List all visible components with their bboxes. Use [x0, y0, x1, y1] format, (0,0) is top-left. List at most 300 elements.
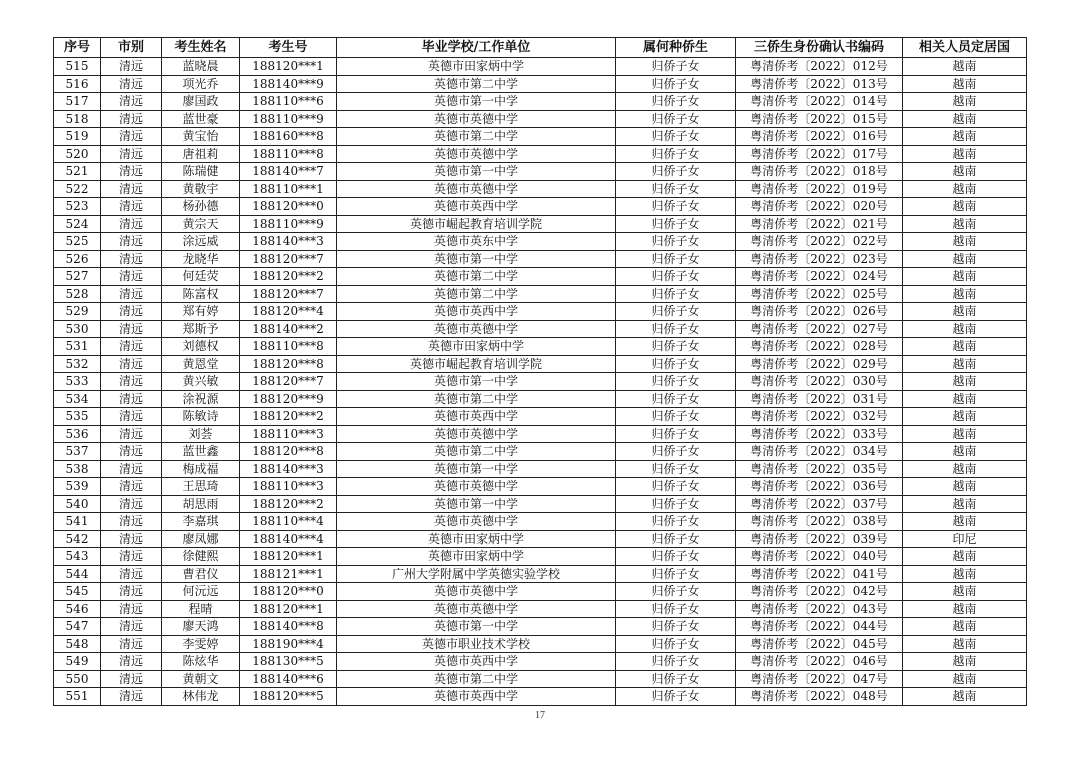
- cell-city: 清远: [101, 285, 162, 303]
- table-row: [54, 425, 1027, 443]
- cell-name: 王思琦: [162, 478, 240, 496]
- cell-index: 549: [54, 653, 101, 671]
- cell-category: 归侨子女: [616, 320, 736, 338]
- header-category: 属何种侨生: [616, 38, 736, 58]
- cell-category: 归侨子女: [616, 373, 736, 391]
- cell-category: 归侨子女: [616, 425, 736, 443]
- cell-residence-country: 越南: [903, 355, 1027, 373]
- cell-exam-number: 188140***9: [240, 75, 337, 93]
- cell-exam-number: 188120***7: [240, 285, 337, 303]
- cell-index: 527: [54, 268, 101, 286]
- cell-name: 徐健熙: [162, 548, 240, 566]
- table-row: [54, 110, 1027, 128]
- cell-index: 519: [54, 128, 101, 146]
- cell-name: 何廷荧: [162, 268, 240, 286]
- cell-name: 黄敬宇: [162, 180, 240, 198]
- cell-school: 英德市第一中学: [337, 93, 616, 111]
- cell-name: 梅成福: [162, 460, 240, 478]
- cell-certificate-code: 粤清侨考〔2022〕033号: [736, 425, 903, 443]
- cell-name: 黄兴敏: [162, 373, 240, 391]
- table-row: [54, 355, 1027, 373]
- cell-certificate-code: 粤清侨考〔2022〕039号: [736, 530, 903, 548]
- cell-certificate-code: 粤清侨考〔2022〕015号: [736, 110, 903, 128]
- cell-exam-number: 188120***2: [240, 268, 337, 286]
- cell-residence-country: 越南: [903, 548, 1027, 566]
- table-row: [54, 583, 1027, 601]
- cell-name: 胡思雨: [162, 495, 240, 513]
- cell-index: 525: [54, 233, 101, 251]
- cell-certificate-code: 粤清侨考〔2022〕027号: [736, 320, 903, 338]
- table-row: [54, 460, 1027, 478]
- cell-exam-number: 188120***2: [240, 408, 337, 426]
- cell-index: 539: [54, 478, 101, 496]
- cell-exam-number: 188120***1: [240, 600, 337, 618]
- cell-city: 清远: [101, 268, 162, 286]
- cell-residence-country: 越南: [903, 75, 1027, 93]
- cell-category: 归侨子女: [616, 303, 736, 321]
- table-row: [54, 93, 1027, 111]
- table-row: [54, 180, 1027, 198]
- cell-exam-number: 188110***8: [240, 338, 337, 356]
- cell-certificate-code: 粤清侨考〔2022〕044号: [736, 618, 903, 636]
- table-row: [54, 128, 1027, 146]
- cell-exam-number: 188140***8: [240, 618, 337, 636]
- cell-exam-number: 188140***3: [240, 233, 337, 251]
- cell-name: 林伟龙: [162, 688, 240, 706]
- cell-index: 516: [54, 75, 101, 93]
- cell-residence-country: 越南: [903, 408, 1027, 426]
- cell-name: 廖天鸿: [162, 618, 240, 636]
- cell-exam-number: 188110***6: [240, 93, 337, 111]
- cell-index: 545: [54, 583, 101, 601]
- cell-school: 英德市第二中学: [337, 443, 616, 461]
- table-row: [54, 320, 1027, 338]
- cell-index: 548: [54, 635, 101, 653]
- cell-residence-country: 越南: [903, 635, 1027, 653]
- cell-residence-country: 越南: [903, 618, 1027, 636]
- cell-school: 英德市英西中学: [337, 198, 616, 216]
- cell-school: 英德市英西中学: [337, 653, 616, 671]
- cell-index: 530: [54, 320, 101, 338]
- cell-city: 清远: [101, 548, 162, 566]
- cell-school: 英德市崛起教育培训学院: [337, 215, 616, 233]
- cell-school: 英德市第一中学: [337, 460, 616, 478]
- cell-residence-country: 越南: [903, 303, 1027, 321]
- cell-index: 533: [54, 373, 101, 391]
- cell-exam-number: 188120***5: [240, 688, 337, 706]
- table-row: [54, 268, 1027, 286]
- cell-school: 英德市英西中学: [337, 408, 616, 426]
- cell-certificate-code: 粤清侨考〔2022〕042号: [736, 583, 903, 601]
- cell-school: 广州大学附属中学英德实验学校: [337, 565, 616, 583]
- table-row: [54, 163, 1027, 181]
- cell-school: 英德市第一中学: [337, 163, 616, 181]
- cell-category: 归侨子女: [616, 600, 736, 618]
- cell-school: 英德市英西中学: [337, 303, 616, 321]
- cell-exam-number: 188140***6: [240, 670, 337, 688]
- cell-name: 何沅远: [162, 583, 240, 601]
- cell-index: 521: [54, 163, 101, 181]
- cell-category: 归侨子女: [616, 233, 736, 251]
- cell-residence-country: 越南: [903, 513, 1027, 531]
- cell-residence-country: 越南: [903, 688, 1027, 706]
- cell-name: 龙晓华: [162, 250, 240, 268]
- overseas-student-table: [53, 37, 1027, 706]
- cell-name: 陈敏诗: [162, 408, 240, 426]
- cell-category: 归侨子女: [616, 460, 736, 478]
- cell-city: 清远: [101, 110, 162, 128]
- cell-exam-number: 188110***3: [240, 478, 337, 496]
- cell-certificate-code: 粤清侨考〔2022〕036号: [736, 478, 903, 496]
- cell-index: 534: [54, 390, 101, 408]
- cell-city: 清远: [101, 250, 162, 268]
- cell-residence-country: 越南: [903, 425, 1027, 443]
- table-row: [54, 233, 1027, 251]
- cell-school: 英德市英德中学: [337, 583, 616, 601]
- cell-category: 归侨子女: [616, 565, 736, 583]
- cell-category: 归侨子女: [616, 530, 736, 548]
- table-row: [54, 408, 1027, 426]
- cell-name: 涂远威: [162, 233, 240, 251]
- cell-residence-country: 越南: [903, 565, 1027, 583]
- cell-certificate-code: 粤清侨考〔2022〕037号: [736, 495, 903, 513]
- cell-exam-number: 188160***8: [240, 128, 337, 146]
- table-row: [54, 548, 1027, 566]
- cell-index: 535: [54, 408, 101, 426]
- cell-category: 归侨子女: [616, 338, 736, 356]
- cell-school: 英德市第一中学: [337, 495, 616, 513]
- cell-residence-country: 越南: [903, 478, 1027, 496]
- cell-certificate-code: 粤清侨考〔2022〕035号: [736, 460, 903, 478]
- cell-city: 清远: [101, 618, 162, 636]
- cell-certificate-code: 粤清侨考〔2022〕048号: [736, 688, 903, 706]
- cell-certificate-code: 粤清侨考〔2022〕014号: [736, 93, 903, 111]
- cell-index: 524: [54, 215, 101, 233]
- cell-name: 曹君仪: [162, 565, 240, 583]
- cell-name: 李嘉琪: [162, 513, 240, 531]
- cell-city: 清远: [101, 425, 162, 443]
- table-row: [54, 390, 1027, 408]
- cell-category: 归侨子女: [616, 180, 736, 198]
- cell-certificate-code: 粤清侨考〔2022〕020号: [736, 198, 903, 216]
- cell-category: 归侨子女: [616, 110, 736, 128]
- cell-city: 清远: [101, 495, 162, 513]
- cell-category: 归侨子女: [616, 128, 736, 146]
- cell-name: 陈富权: [162, 285, 240, 303]
- cell-school: 英德市第二中学: [337, 268, 616, 286]
- cell-residence-country: 越南: [903, 443, 1027, 461]
- cell-certificate-code: 粤清侨考〔2022〕023号: [736, 250, 903, 268]
- cell-name: 杨孙德: [162, 198, 240, 216]
- cell-name: 蓝世鑫: [162, 443, 240, 461]
- cell-city: 清远: [101, 303, 162, 321]
- cell-school: 英德市第二中学: [337, 670, 616, 688]
- cell-index: 532: [54, 355, 101, 373]
- cell-city: 清远: [101, 670, 162, 688]
- cell-category: 归侨子女: [616, 478, 736, 496]
- cell-index: 537: [54, 443, 101, 461]
- cell-residence-country: 越南: [903, 583, 1027, 601]
- cell-school: 英德市英德中学: [337, 110, 616, 128]
- cell-name: 廖国政: [162, 93, 240, 111]
- table-row: [54, 600, 1027, 618]
- cell-exam-number: 188120***8: [240, 443, 337, 461]
- cell-city: 清远: [101, 635, 162, 653]
- cell-exam-number: 188110***9: [240, 215, 337, 233]
- cell-school: 英德市第二中学: [337, 128, 616, 146]
- cell-exam-number: 188121***1: [240, 565, 337, 583]
- table-row: [54, 618, 1027, 636]
- cell-school: 英德市田家炳中学: [337, 530, 616, 548]
- cell-exam-number: 188190***4: [240, 635, 337, 653]
- table-row: [54, 635, 1027, 653]
- cell-certificate-code: 粤清侨考〔2022〕018号: [736, 163, 903, 181]
- cell-city: 清远: [101, 180, 162, 198]
- cell-school: 英德市英德中学: [337, 513, 616, 531]
- cell-exam-number: 188110***1: [240, 180, 337, 198]
- cell-residence-country: 越南: [903, 58, 1027, 76]
- cell-residence-country: 越南: [903, 145, 1027, 163]
- cell-index: 515: [54, 58, 101, 76]
- cell-residence-country: 越南: [903, 128, 1027, 146]
- cell-category: 归侨子女: [616, 653, 736, 671]
- cell-name: 陈瑞健: [162, 163, 240, 181]
- table-row: [54, 478, 1027, 496]
- cell-name: 程晴: [162, 600, 240, 618]
- cell-name: 李雯婷: [162, 635, 240, 653]
- table-row: [54, 670, 1027, 688]
- header-city: 市别: [101, 38, 162, 58]
- cell-school: 英德市田家炳中学: [337, 58, 616, 76]
- table-row: [54, 303, 1027, 321]
- cell-index: 523: [54, 198, 101, 216]
- cell-name: 黄宗天: [162, 215, 240, 233]
- cell-certificate-code: 粤清侨考〔2022〕012号: [736, 58, 903, 76]
- table-header-row: [54, 38, 1027, 58]
- cell-exam-number: 188120***9: [240, 390, 337, 408]
- cell-exam-number: 188120***2: [240, 495, 337, 513]
- cell-category: 归侨子女: [616, 495, 736, 513]
- cell-index: 522: [54, 180, 101, 198]
- cell-city: 清远: [101, 513, 162, 531]
- cell-index: 526: [54, 250, 101, 268]
- table-row: [54, 653, 1027, 671]
- cell-city: 清远: [101, 198, 162, 216]
- cell-index: 540: [54, 495, 101, 513]
- cell-exam-number: 188120***0: [240, 583, 337, 601]
- cell-city: 清远: [101, 583, 162, 601]
- cell-residence-country: 越南: [903, 285, 1027, 303]
- cell-certificate-code: 粤清侨考〔2022〕026号: [736, 303, 903, 321]
- cell-category: 归侨子女: [616, 583, 736, 601]
- table-row: [54, 688, 1027, 706]
- cell-exam-number: 188140***3: [240, 460, 337, 478]
- cell-category: 归侨子女: [616, 443, 736, 461]
- cell-city: 清远: [101, 163, 162, 181]
- cell-exam-number: 188120***8: [240, 355, 337, 373]
- cell-index: 544: [54, 565, 101, 583]
- cell-residence-country: 越南: [903, 163, 1027, 181]
- cell-exam-number: 188140***7: [240, 163, 337, 181]
- cell-category: 归侨子女: [616, 215, 736, 233]
- cell-school: 英德市田家炳中学: [337, 548, 616, 566]
- cell-category: 归侨子女: [616, 145, 736, 163]
- header-exam-number: 考生号: [240, 38, 337, 58]
- cell-residence-country: 越南: [903, 180, 1027, 198]
- table-row: [54, 495, 1027, 513]
- header-name: 考生姓名: [162, 38, 240, 58]
- table-row: [54, 215, 1027, 233]
- table-row: [54, 443, 1027, 461]
- cell-school: 英德市崛起教育培训学院: [337, 355, 616, 373]
- cell-name: 唐祖莉: [162, 145, 240, 163]
- cell-city: 清远: [101, 320, 162, 338]
- cell-category: 归侨子女: [616, 635, 736, 653]
- cell-certificate-code: 粤清侨考〔2022〕025号: [736, 285, 903, 303]
- cell-residence-country: 越南: [903, 268, 1027, 286]
- cell-residence-country: 越南: [903, 250, 1027, 268]
- cell-city: 清远: [101, 373, 162, 391]
- cell-school: 英德市第一中学: [337, 373, 616, 391]
- cell-index: 531: [54, 338, 101, 356]
- cell-residence-country: 越南: [903, 233, 1027, 251]
- page-number: 17: [535, 710, 545, 721]
- table-row: [54, 58, 1027, 76]
- cell-index: 536: [54, 425, 101, 443]
- cell-certificate-code: 粤清侨考〔2022〕043号: [736, 600, 903, 618]
- cell-name: 涂祝源: [162, 390, 240, 408]
- table-row: [54, 285, 1027, 303]
- cell-index: 551: [54, 688, 101, 706]
- cell-city: 清远: [101, 530, 162, 548]
- cell-category: 归侨子女: [616, 163, 736, 181]
- cell-category: 归侨子女: [616, 618, 736, 636]
- cell-school: 英德市英德中学: [337, 180, 616, 198]
- cell-exam-number: 188110***4: [240, 513, 337, 531]
- cell-school: 英德市第二中学: [337, 75, 616, 93]
- cell-name: 廖凤娜: [162, 530, 240, 548]
- cell-residence-country: 越南: [903, 110, 1027, 128]
- cell-exam-number: 188140***4: [240, 530, 337, 548]
- header-index: 序号: [54, 38, 101, 58]
- cell-city: 清远: [101, 408, 162, 426]
- cell-index: 517: [54, 93, 101, 111]
- cell-city: 清远: [101, 145, 162, 163]
- cell-city: 清远: [101, 688, 162, 706]
- table-row: [54, 75, 1027, 93]
- table-row: [54, 565, 1027, 583]
- cell-name: 项光乔: [162, 75, 240, 93]
- cell-exam-number: 188120***7: [240, 373, 337, 391]
- header-certificate-code: 三侨生身份确认书编码: [736, 38, 903, 58]
- cell-residence-country: 越南: [903, 390, 1027, 408]
- cell-residence-country: 越南: [903, 600, 1027, 618]
- cell-school: 英德市英德中学: [337, 145, 616, 163]
- cell-exam-number: 188120***0: [240, 198, 337, 216]
- cell-name: 黄恩堂: [162, 355, 240, 373]
- cell-city: 清远: [101, 233, 162, 251]
- cell-certificate-code: 粤清侨考〔2022〕047号: [736, 670, 903, 688]
- cell-residence-country: 越南: [903, 495, 1027, 513]
- cell-residence-country: 越南: [903, 670, 1027, 688]
- cell-name: 郑有婷: [162, 303, 240, 321]
- cell-index: 546: [54, 600, 101, 618]
- cell-city: 清远: [101, 443, 162, 461]
- table-row: [54, 145, 1027, 163]
- cell-residence-country: 越南: [903, 93, 1027, 111]
- cell-city: 清远: [101, 478, 162, 496]
- cell-residence-country: 越南: [903, 215, 1027, 233]
- cell-city: 清远: [101, 93, 162, 111]
- cell-exam-number: 188110***9: [240, 110, 337, 128]
- cell-exam-number: 188120***4: [240, 303, 337, 321]
- cell-name: 陈炫华: [162, 653, 240, 671]
- cell-city: 清远: [101, 75, 162, 93]
- cell-certificate-code: 粤清侨考〔2022〕032号: [736, 408, 903, 426]
- table-body: [54, 58, 1027, 706]
- cell-name: 黄朝文: [162, 670, 240, 688]
- cell-category: 归侨子女: [616, 688, 736, 706]
- cell-city: 清远: [101, 215, 162, 233]
- cell-index: 528: [54, 285, 101, 303]
- cell-certificate-code: 粤清侨考〔2022〕028号: [736, 338, 903, 356]
- cell-exam-number: 188130***5: [240, 653, 337, 671]
- cell-index: 529: [54, 303, 101, 321]
- cell-certificate-code: 粤清侨考〔2022〕029号: [736, 355, 903, 373]
- cell-name: 郑斯予: [162, 320, 240, 338]
- cell-category: 归侨子女: [616, 93, 736, 111]
- cell-name: 蓝晓晨: [162, 58, 240, 76]
- cell-category: 归侨子女: [616, 58, 736, 76]
- cell-name: 刘荟: [162, 425, 240, 443]
- cell-city: 清远: [101, 58, 162, 76]
- cell-city: 清远: [101, 390, 162, 408]
- cell-index: 550: [54, 670, 101, 688]
- cell-certificate-code: 粤清侨考〔2022〕040号: [736, 548, 903, 566]
- cell-exam-number: 188110***8: [240, 145, 337, 163]
- cell-school: 英德市英德中学: [337, 425, 616, 443]
- cell-category: 归侨子女: [616, 408, 736, 426]
- cell-city: 清远: [101, 460, 162, 478]
- cell-name: 刘德权: [162, 338, 240, 356]
- cell-exam-number: 188120***1: [240, 58, 337, 76]
- cell-index: 520: [54, 145, 101, 163]
- cell-city: 清远: [101, 128, 162, 146]
- cell-certificate-code: 粤清侨考〔2022〕021号: [736, 215, 903, 233]
- cell-city: 清远: [101, 355, 162, 373]
- cell-exam-number: 188120***7: [240, 250, 337, 268]
- cell-certificate-code: 粤清侨考〔2022〕030号: [736, 373, 903, 391]
- table-row: [54, 250, 1027, 268]
- cell-school: 英德市英德中学: [337, 320, 616, 338]
- cell-residence-country: 越南: [903, 338, 1027, 356]
- cell-certificate-code: 粤清侨考〔2022〕013号: [736, 75, 903, 93]
- cell-certificate-code: 粤清侨考〔2022〕045号: [736, 635, 903, 653]
- cell-school: 英德市第一中学: [337, 250, 616, 268]
- cell-residence-country: 越南: [903, 320, 1027, 338]
- cell-index: 547: [54, 618, 101, 636]
- cell-category: 归侨子女: [616, 548, 736, 566]
- cell-certificate-code: 粤清侨考〔2022〕031号: [736, 390, 903, 408]
- cell-residence-country: 印尼: [903, 530, 1027, 548]
- cell-category: 归侨子女: [616, 75, 736, 93]
- cell-certificate-code: 粤清侨考〔2022〕022号: [736, 233, 903, 251]
- cell-name: 蓝世豪: [162, 110, 240, 128]
- cell-school: 英德市英西中学: [337, 688, 616, 706]
- cell-school: 英德市英东中学: [337, 233, 616, 251]
- table-row: [54, 513, 1027, 531]
- cell-certificate-code: 粤清侨考〔2022〕034号: [736, 443, 903, 461]
